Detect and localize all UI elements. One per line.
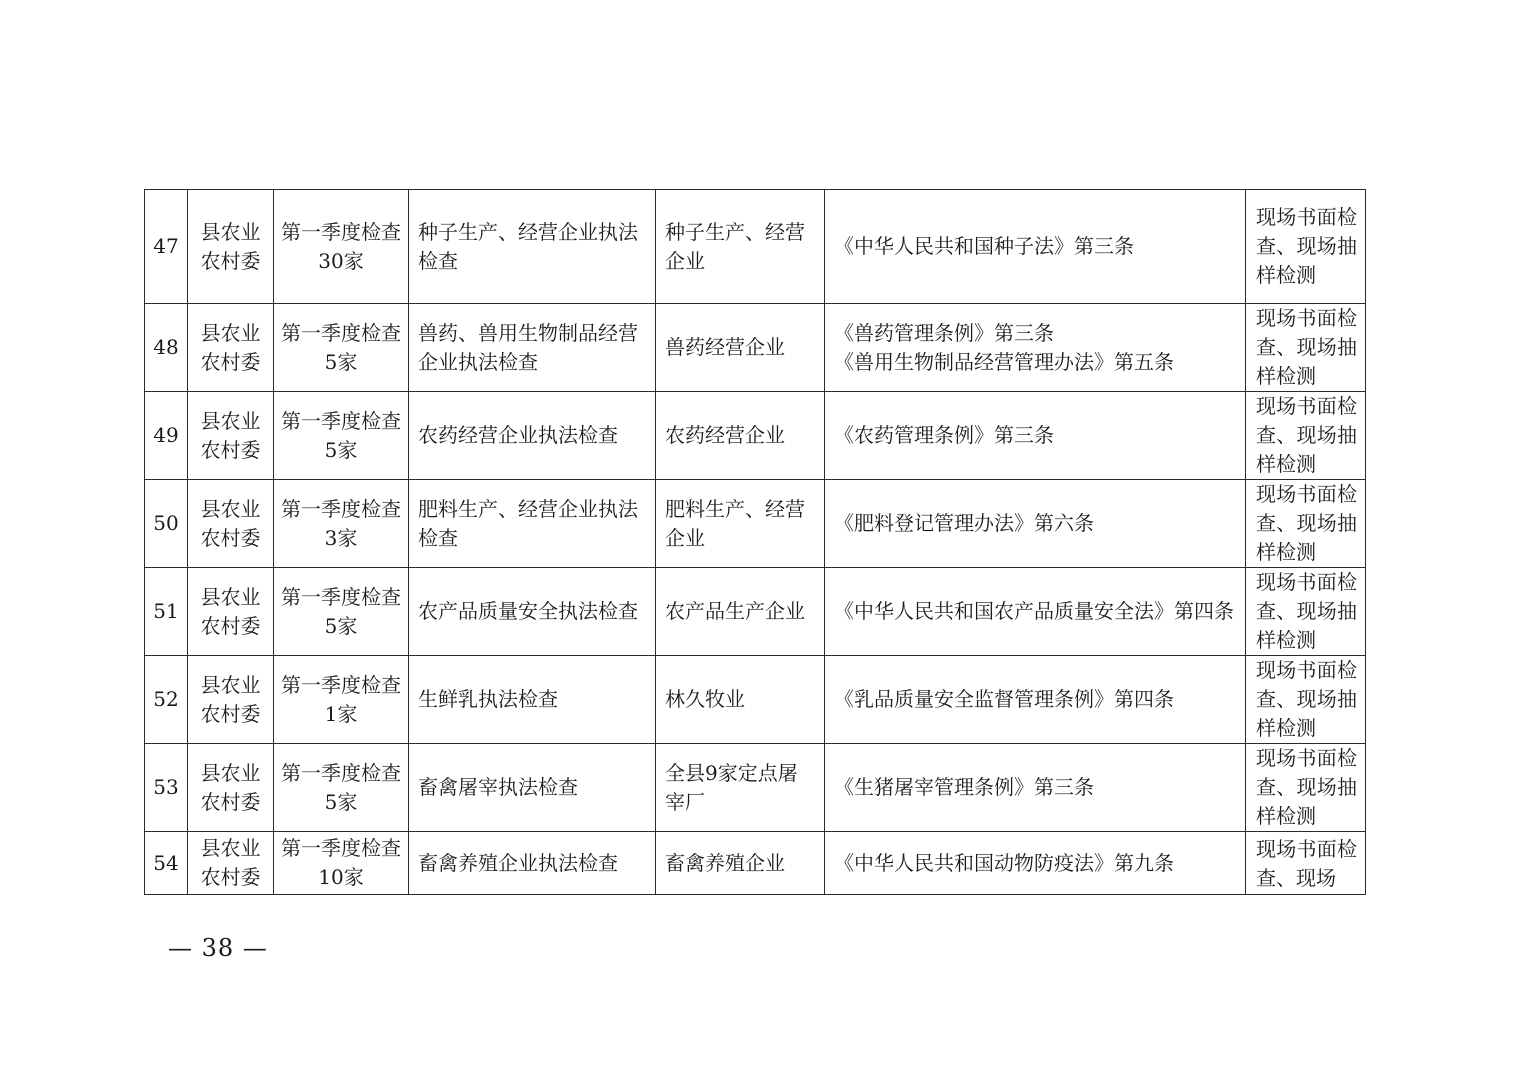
- inspection-method-cell: 现场书面检查、现场抽样检测: [1246, 568, 1366, 656]
- legal-basis-cell: [825, 744, 1246, 832]
- table-row: [145, 832, 1366, 895]
- inspection-method-cell: 现场书面检查、现场抽样检测: [1246, 392, 1366, 480]
- table-row: [145, 304, 1366, 392]
- legal-basis-line: 《中华人民共和国农产品质量安全法》第四条: [834, 599, 1234, 623]
- legal-basis-cell: [825, 568, 1246, 656]
- row-number-cell: 52: [145, 656, 188, 744]
- schedule-cell: 第一季度检查5家: [274, 304, 409, 392]
- department-cell: 县农业农村委: [188, 744, 274, 832]
- table-row: [145, 656, 1366, 744]
- table-row: [145, 568, 1366, 656]
- table-row: [145, 392, 1366, 480]
- inspection-item-cell: 畜禽屠宰执法检查: [409, 744, 656, 832]
- inspection-item-cell: 畜禽养殖企业执法检查: [409, 832, 656, 895]
- inspection-method-cell: 现场书面检查、现场抽样检测: [1246, 480, 1366, 568]
- inspection-target-cell: 兽药经营企业: [656, 304, 825, 392]
- row-number-cell: 47: [145, 190, 188, 304]
- legal-basis-line: 《中华人民共和国种子法》第三条: [834, 234, 1134, 258]
- schedule-cell: 第一季度检查5家: [274, 744, 409, 832]
- inspection-item-cell: 兽药、兽用生物制品经营企业执法检查: [409, 304, 656, 392]
- schedule-cell: 第一季度检查3家: [274, 480, 409, 568]
- inspection-method-cell: 现场书面检查、现场抽样检测: [1246, 744, 1366, 832]
- legal-basis-cell: [825, 392, 1246, 480]
- inspection-item-cell: 肥料生产、经营企业执法检查: [409, 480, 656, 568]
- schedule-cell: 第一季度检查30家: [274, 190, 409, 304]
- legal-basis-line: 《兽药管理条例》第三条: [834, 320, 1054, 345]
- department-cell: 县农业农村委: [188, 392, 274, 480]
- inspection-target-cell: 农药经营企业: [656, 392, 825, 480]
- inspection-plan-table: [144, 189, 1366, 895]
- legal-basis-line: 《乳品质量安全监督管理条例》第四条: [834, 687, 1174, 711]
- row-number-cell: 53: [145, 744, 188, 832]
- legal-basis-cell: [825, 190, 1246, 304]
- legal-basis-line: 《肥料登记管理办法》第六条: [834, 511, 1094, 535]
- inspection-method-cell: 现场书面检查、现场抽样检测: [1246, 656, 1366, 744]
- row-number-cell: 51: [145, 568, 188, 656]
- schedule-cell: 第一季度检查1家: [274, 656, 409, 744]
- department-cell: 县农业农村委: [188, 304, 274, 392]
- inspection-item-cell: 生鲜乳执法检查: [409, 656, 656, 744]
- schedule-cell: 第一季度检查10家: [274, 832, 409, 895]
- inspection-target-cell: 农产品生产企业: [656, 568, 825, 656]
- legal-basis-line: 《生猪屠宰管理条例》第三条: [834, 775, 1094, 799]
- legal-basis-line: 《中华人民共和国动物防疫法》第九条: [834, 850, 1174, 875]
- department-cell: 县农业农村委: [188, 480, 274, 568]
- inspection-item-cell: 种子生产、经营企业执法检查: [409, 190, 656, 304]
- table-row: [145, 744, 1366, 832]
- inspection-target-cell: 林久牧业: [656, 656, 825, 744]
- department-cell: 县农业农村委: [188, 568, 274, 656]
- inspection-target-cell: 肥料生产、经营企业: [656, 480, 825, 568]
- table-row: [145, 480, 1366, 568]
- inspection-method-cell: 现场书面检查、现场抽样检测: [1246, 190, 1366, 304]
- table-row: [145, 190, 1366, 304]
- legal-basis-cell: [825, 656, 1246, 744]
- inspection-target-cell: 畜禽养殖企业: [656, 832, 825, 895]
- schedule-cell: 第一季度检查5家: [274, 568, 409, 656]
- department-cell: 县农业农村委: [188, 832, 274, 895]
- page-number: — 38 —: [168, 934, 268, 962]
- inspection-method-cell: 现场书面检查、现场: [1246, 832, 1366, 895]
- row-number-cell: 49: [145, 392, 188, 480]
- legal-basis-line: 《农药管理条例》第三条: [834, 423, 1054, 447]
- inspection-item-cell: 农药经营企业执法检查: [409, 392, 656, 480]
- inspection-method-cell: 现场书面检查、现场抽样检测: [1246, 304, 1366, 392]
- inspection-target-cell: 种子生产、经营企业: [656, 190, 825, 304]
- table-body: [145, 190, 1366, 895]
- legal-basis-cell: [825, 480, 1246, 568]
- department-cell: 县农业农村委: [188, 190, 274, 304]
- row-number-cell: 50: [145, 480, 188, 568]
- legal-basis-cell: [825, 304, 1246, 392]
- row-number-cell: 48: [145, 304, 188, 392]
- row-number-cell: 54: [145, 832, 188, 895]
- legal-basis-line: 《兽用生物制品经营管理办法》第五条: [834, 349, 1174, 374]
- department-cell: 县农业农村委: [188, 656, 274, 744]
- inspection-item-cell: 农产品质量安全执法检查: [409, 568, 656, 656]
- inspection-target-cell: 全县9家定点屠宰厂: [656, 744, 825, 832]
- schedule-cell: 第一季度检查5家: [274, 392, 409, 480]
- legal-basis-cell: [825, 832, 1246, 895]
